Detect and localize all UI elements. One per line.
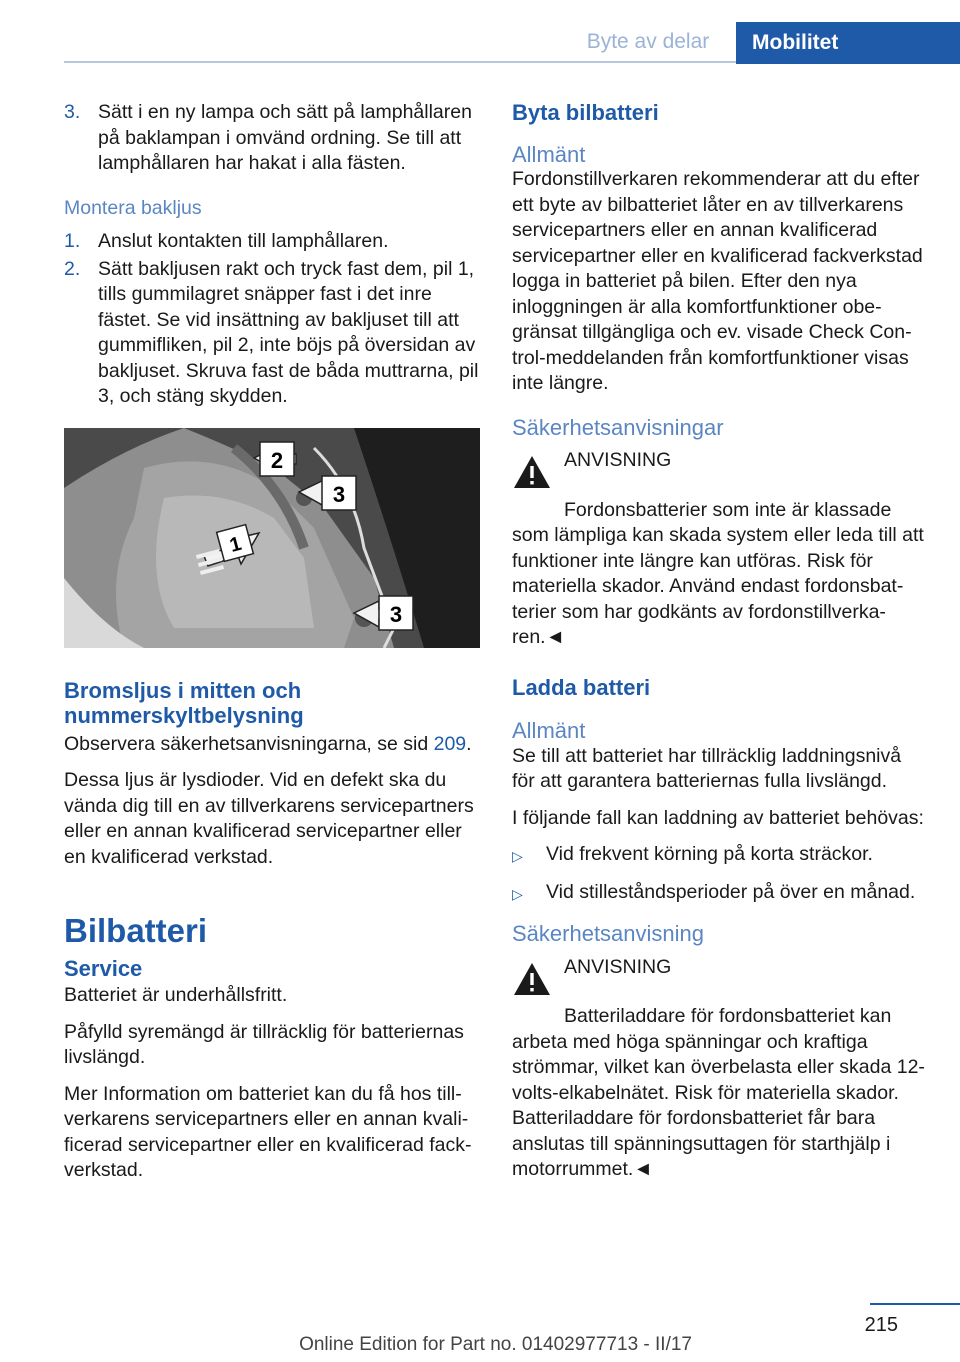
safety-heading-2: Säkerhetsanvisning <box>512 921 705 946</box>
warning-2-text: Batteriladdare för fordonsbatteriet kan arbeta med höga spänningar och kraftiga strömmar, vilket kan överbelasta eller skada 12-volts-elkabelnätet. Risk för materiella skador. Batteriladdare för fordonsbatteriet får bara anslutas till spänningsuttagen för starthjälp i motorrummet.◄ <box>512 1005 925 1180</box>
taillight-figure <box>64 428 480 648</box>
list-text: Vid frekvent körning på korta sträckor. <box>546 843 873 865</box>
warning-title: ANVISNING <box>564 449 672 471</box>
edition-footer: Online Edition for Part no. 01402977713 - II/17 <box>299 1334 692 1355</box>
figure-label-3b: 3 <box>389 601 403 627</box>
warning-1-text: Fordonsbatterier som inte är klassade som lämpliga kan skada system eller leda till att funktioner inte längre kan utföras. Risk för materiella skador. Använd endast fordonsbatterier som har godkänts av fordonstillverkaren.◄ <box>512 498 924 648</box>
header-chapter-tab[interactable]: Mobilitet <box>736 22 960 64</box>
mount-step-1 <box>64 229 480 255</box>
figure-label-3a: 3 <box>332 481 346 507</box>
safety-heading-1: Säkerhetsanvisningar <box>512 414 724 440</box>
page-link[interactable]: 209 <box>433 732 467 755</box>
triangle-bullet-icon: ▷ <box>512 848 523 864</box>
charge-heading: Ladda batteri <box>512 674 651 700</box>
list-item <box>512 842 928 870</box>
general-p1: Fordonstillverkaren rekommenderar att du efter ett byte av bilbatteriet låter en av tillverkarens servicepartners eller en annan kvalificerad servicepartner eller en kvalificerad fackverkstad logga in batteriet på bilen. Efter den nya inloggningen är alla komfortfunktioner obegränsat tillgängliga och ev. visade Check Control-meddelanden från komfortfunktioner visas inte längre. <box>512 168 923 394</box>
left-column <box>64 100 480 1195</box>
figure-label-2: 2 <box>270 447 284 473</box>
battery-heading: Bilbatteri <box>64 912 208 949</box>
warning-title: ANVISNING <box>564 955 672 978</box>
step-3 <box>64 100 480 177</box>
general-heading-2: Allmänt <box>512 718 586 743</box>
list-text: Vid stilleståndsperioder på över en månad. <box>546 880 916 903</box>
step-text: Sätt bakljusen rakt och tryck fast dem, pil 1, tills gummilagret snäpper fast i det inre fästet. Se vid insättning av bakljuset till att gummifliken, pil 2, inte böjs på översidan av bakljuset. Skruva fast de båda muttrarna, pil 3, och stäng skydden. <box>98 257 479 407</box>
triangle-bullet-icon: ▷ <box>512 885 523 902</box>
service-p2: Påfylld syremängd är tillräcklig för batteriernas livslängd. <box>64 1020 464 1068</box>
header-section-tab[interactable]: Byte av delar <box>586 30 710 53</box>
step-number: 2. <box>64 257 81 280</box>
step-number: 1. <box>64 230 81 252</box>
service-p3: Mer Information om batteriet kan du få hos tillverkarens servicepartners eller en annan kvalificerad servicepartner eller en kvalificerad fackverkstad. <box>64 1082 472 1181</box>
text: . <box>466 732 472 755</box>
change-battery-heading: Byta bilbatteri <box>512 100 659 125</box>
warning-1 <box>512 448 928 498</box>
brake-p2: Dessa ljus är lysdioder. Vid en defekt ska du vända dig till en av tillverkarens servicepartners eller en annan kvalificerad servicepartner eller en kvalificerad verkstad. <box>64 769 474 868</box>
general2-p2: I följande fall kan laddning av batteriet behövas: <box>512 806 924 829</box>
service-heading: Service <box>64 955 143 981</box>
footer-rule <box>870 1303 960 1305</box>
text: Observera säkerhetsanvisningarna, se sid <box>64 732 434 755</box>
warning-icon <box>512 955 564 1005</box>
warning-icon <box>512 448 564 498</box>
mount-heading: Montera bakljus <box>64 196 202 219</box>
brake-p1 <box>64 732 480 758</box>
page-number: 215 <box>864 1314 898 1336</box>
warning-2 <box>512 955 928 1005</box>
brake-light-heading: Bromsljus i mitten och nummerskyltbelysning <box>64 677 304 728</box>
step-number: 3. <box>64 101 81 123</box>
right-column <box>512 100 928 1194</box>
step-text: Anslut kontakten till lamphållaren. <box>98 230 389 252</box>
general2-p1: Se till att batteriet har tillräcklig laddningsnivå för att garantera batteriernas fulla livslängd. <box>512 744 902 792</box>
figure-label-1: 1 <box>227 532 244 557</box>
general-heading-1: Allmänt <box>512 141 586 167</box>
step-text: Sätt i en ny lampa och sätt på lamphållaren på baklampan i omvänd ordning. Se till att lamphållaren har hakat i alla fästen. <box>98 101 472 174</box>
taillight-illustration <box>64 428 480 648</box>
list-item <box>512 880 928 908</box>
service-p1: Batteriet är underhållsfritt. <box>64 984 288 1006</box>
mount-step-2 <box>64 257 480 410</box>
